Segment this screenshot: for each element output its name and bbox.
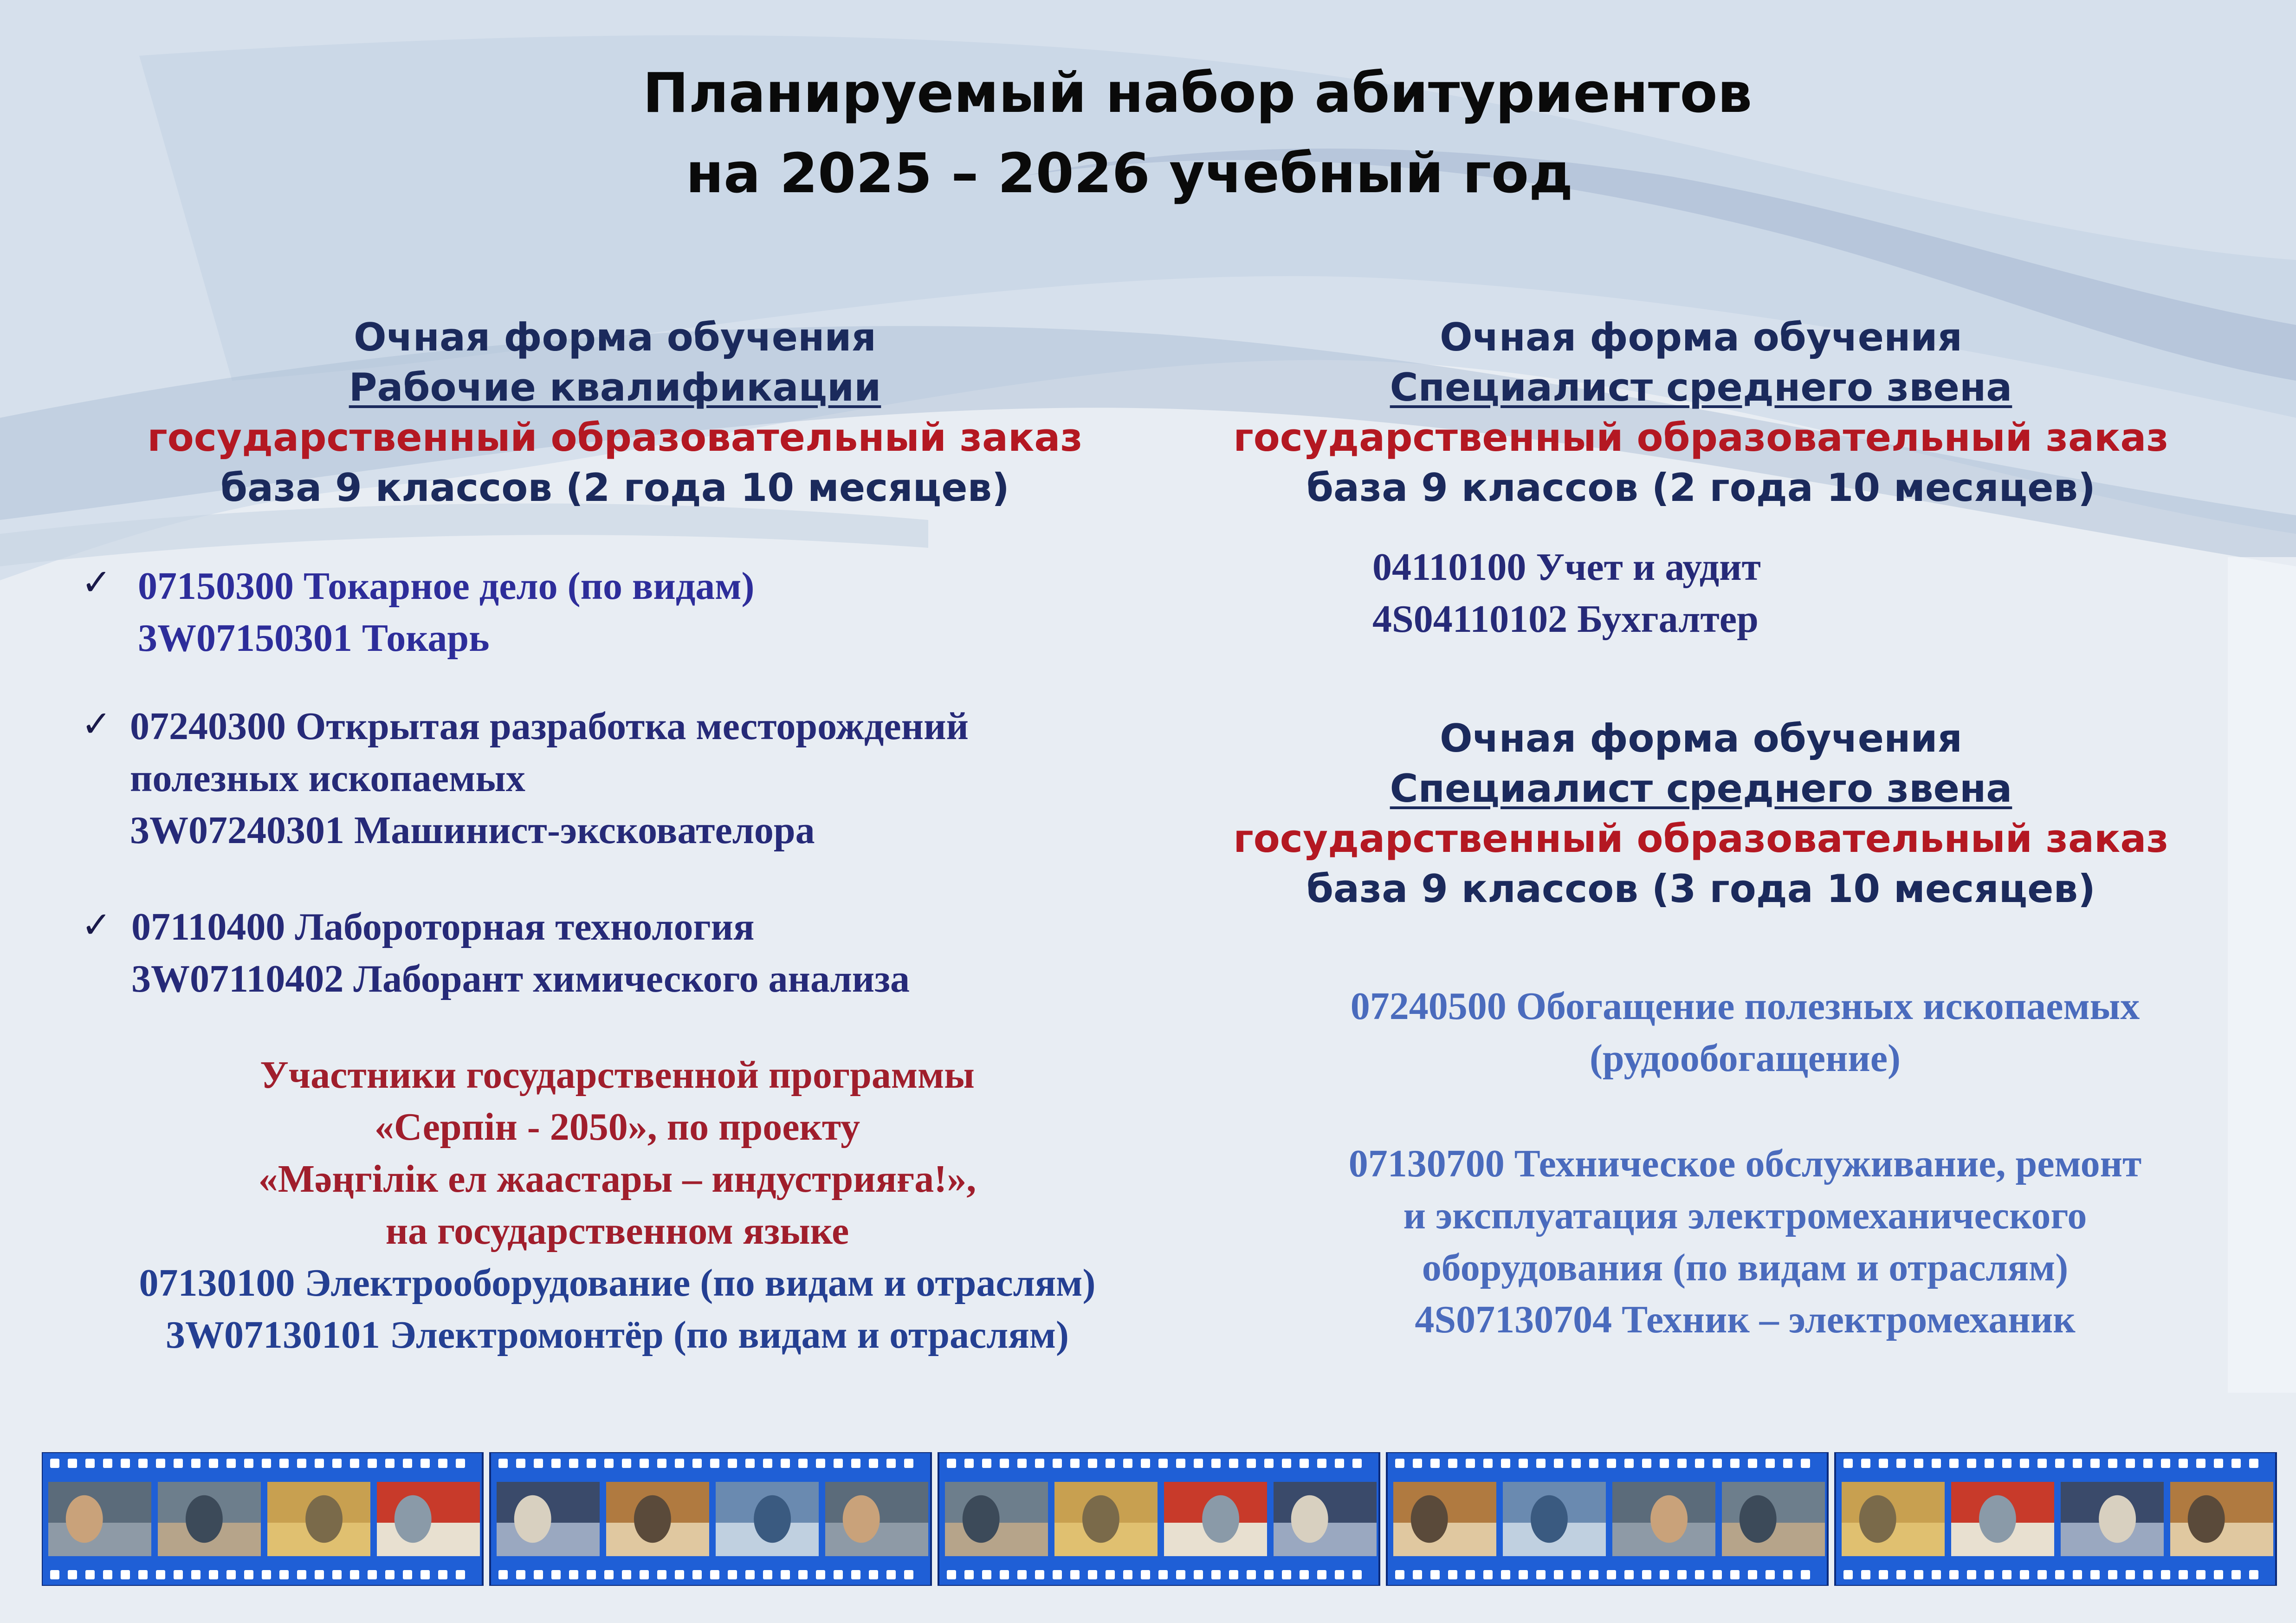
film-perforation — [1861, 1459, 1870, 1468]
film-perforation — [1141, 1459, 1150, 1468]
film-perforation — [692, 1459, 702, 1468]
film-perforation — [1501, 1570, 1510, 1579]
film-perforation — [138, 1459, 148, 1468]
film-perforation — [869, 1570, 878, 1579]
film-perforation — [1896, 1570, 1906, 1579]
program-line-5: 07130100 Электрооборудование (по видам и отраслям) — [139, 1261, 1096, 1305]
film-perforation — [1985, 1459, 1994, 1468]
film-perforation — [657, 1459, 666, 1468]
film-perforation — [438, 1459, 447, 1468]
film-perforation — [640, 1570, 649, 1579]
film-perforation — [834, 1570, 843, 1579]
film-perforation — [1607, 1570, 1616, 1579]
filmstrip-photo — [377, 1482, 480, 1556]
right-header-2-form: Очная форма обучения — [1440, 716, 1962, 761]
film-perforation — [1141, 1570, 1150, 1579]
film-perforation — [50, 1570, 59, 1579]
film-perforation — [456, 1459, 465, 1468]
film-perforation — [534, 1570, 543, 1579]
right-item-1-line-1: 04110100 Учет и аудит — [1372, 545, 1761, 589]
film-perforation — [2073, 1570, 2082, 1579]
film-perforation — [1695, 1570, 1704, 1579]
film-perforation — [174, 1459, 183, 1468]
film-perforation — [332, 1459, 342, 1468]
filmstrip-photo — [48, 1482, 151, 1556]
film-perforation — [947, 1570, 956, 1579]
film-perforation — [1967, 1570, 1976, 1579]
left-item-1-line-1: 07150300 Токарное дело (по видам) — [138, 565, 755, 608]
filmstrip-photo — [267, 1482, 370, 1556]
film-perforation — [587, 1570, 596, 1579]
film-perforation — [1677, 1459, 1687, 1468]
film-perforation — [191, 1570, 200, 1579]
film-perforation — [763, 1570, 772, 1579]
right-item-3-line-4: 4S07130704 Техник – электромеханик — [1415, 1298, 2076, 1341]
film-perforation — [2055, 1459, 2064, 1468]
film-perforation — [604, 1459, 614, 1468]
film-perforation — [1501, 1459, 1510, 1468]
film-perforation — [1713, 1459, 1722, 1468]
film-perforation — [834, 1459, 843, 1468]
film-perforation — [68, 1570, 77, 1579]
film-perforation — [851, 1459, 860, 1468]
film-perforation — [1730, 1570, 1740, 1579]
film-perforation — [1536, 1570, 1546, 1579]
filmstrip-photo — [1274, 1482, 1377, 1556]
film-perforation — [226, 1570, 236, 1579]
film-perforation — [2002, 1459, 2011, 1468]
film-perforation — [262, 1570, 271, 1579]
film-perforation — [886, 1570, 896, 1579]
film-perforation — [1035, 1459, 1044, 1468]
film-perforation — [1264, 1570, 1274, 1579]
program-line-1: Участники государственной программы — [260, 1053, 975, 1097]
film-perforation — [1896, 1459, 1906, 1468]
film-perforation — [456, 1570, 465, 1579]
film-perforation — [2161, 1459, 2170, 1468]
film-perforation — [781, 1570, 790, 1579]
filmstrip-photo — [945, 1482, 1048, 1556]
film-perforation — [904, 1570, 913, 1579]
film-perforation — [2108, 1570, 2117, 1579]
film-perforation — [279, 1459, 289, 1468]
film-perforation — [403, 1459, 412, 1468]
film-perforation — [2249, 1570, 2258, 1579]
right-header-1-form: Очная форма обучения — [1440, 315, 1962, 360]
film-perforation — [2073, 1459, 2082, 1468]
right-item-2-line-2: (рудообогащение) — [1589, 1037, 1901, 1080]
film-perforation — [438, 1570, 447, 1579]
right-item-2-line-1: 07240500 Обогащение полезных ископаемых — [1350, 985, 2140, 1028]
film-perforation — [1413, 1570, 1422, 1579]
filmstrip-photo — [1054, 1482, 1158, 1556]
film-perforation — [2179, 1459, 2188, 1468]
film-perforation — [1624, 1570, 1634, 1579]
film-perforation — [1264, 1459, 1274, 1468]
film-perforation — [1695, 1459, 1704, 1468]
film-perforation — [1519, 1459, 1528, 1468]
left-item-3-line-1: 07110400 Лабороторная технология — [131, 905, 755, 948]
film-perforation — [622, 1570, 631, 1579]
film-perforation — [1176, 1459, 1185, 1468]
filmstrip-photo — [1503, 1482, 1606, 1556]
program-line-2: «Серпін - 2050», по проекту — [374, 1105, 860, 1149]
filmstrip-photo — [825, 1482, 928, 1556]
film-perforation — [798, 1459, 808, 1468]
film-perforation — [2179, 1570, 2188, 1579]
film-perforation — [297, 1459, 306, 1468]
film-perforation — [516, 1570, 525, 1579]
film-perforation — [675, 1570, 684, 1579]
program-line-3: «Мәңгілік ел жаастары – индустрияға!», — [258, 1157, 977, 1201]
film-perforation — [886, 1459, 896, 1468]
film-perforation — [1158, 1570, 1168, 1579]
film-perforation — [1572, 1570, 1581, 1579]
left-item-3-line-2: 3W07110402 Лаборант химического анализа — [131, 957, 910, 1000]
film-perforation — [1053, 1459, 1062, 1468]
film-perforation — [745, 1570, 755, 1579]
film-perforation — [710, 1459, 719, 1468]
film-perforation — [2196, 1459, 2205, 1468]
film-perforation — [1000, 1570, 1009, 1579]
film-perforation — [1211, 1570, 1221, 1579]
film-perforation — [1783, 1459, 1792, 1468]
left-header-qualification: Рабочие квалификации — [349, 365, 881, 410]
film-perforation — [1932, 1459, 1941, 1468]
film-perforation — [156, 1570, 165, 1579]
film-perforation — [332, 1570, 342, 1579]
film-perforation — [798, 1570, 808, 1579]
film-perforation — [816, 1570, 825, 1579]
left-item-2-line-3: 3W07240301 Машинист-экскователора — [130, 809, 815, 852]
film-perforation — [174, 1570, 183, 1579]
film-perforation — [420, 1570, 430, 1579]
film-perforation — [1158, 1459, 1168, 1468]
film-perforation — [710, 1570, 719, 1579]
left-header-order: государственный образовательный заказ — [147, 415, 1083, 460]
film-perforation — [1466, 1570, 1475, 1579]
film-perforation — [191, 1459, 200, 1468]
film-perforation — [1088, 1570, 1097, 1579]
film-perforation — [947, 1459, 956, 1468]
film-perforation — [368, 1459, 377, 1468]
film-perforation — [816, 1459, 825, 1468]
film-perforation — [368, 1570, 377, 1579]
film-perforation — [1430, 1570, 1440, 1579]
film-perforation — [1335, 1570, 1344, 1579]
film-perforation — [2161, 1570, 2170, 1579]
film-perforation — [1572, 1459, 1581, 1468]
right-item-1-line-2: 4S04110102 Бухгалтер — [1372, 597, 1759, 641]
film-perforation — [68, 1459, 77, 1468]
film-perforation — [1106, 1459, 1115, 1468]
film-perforation — [2143, 1459, 2153, 1468]
film-perforation — [1801, 1459, 1810, 1468]
film-perforation — [103, 1570, 112, 1579]
film-perforation — [1053, 1570, 1062, 1579]
film-perforation — [1642, 1459, 1651, 1468]
film-perforation — [728, 1459, 737, 1468]
film-perforation — [1300, 1570, 1309, 1579]
film-perforation — [1448, 1459, 1457, 1468]
film-perforation — [1748, 1570, 1757, 1579]
filmstrip-photo — [158, 1482, 261, 1556]
film-perforation — [763, 1459, 772, 1468]
film-perforation — [2214, 1570, 2223, 1579]
checkmark-icon: ✓ — [81, 562, 112, 604]
film-perforation — [226, 1459, 236, 1468]
film-perforation — [657, 1570, 666, 1579]
film-perforation — [1801, 1570, 1810, 1579]
film-perforation — [904, 1459, 913, 1468]
film-perforation — [244, 1459, 253, 1468]
film-perforation — [1017, 1570, 1027, 1579]
film-perforation — [1466, 1459, 1475, 1468]
film-perforation — [2090, 1459, 2100, 1468]
film-perforation — [1335, 1459, 1344, 1468]
film-perforation — [569, 1570, 578, 1579]
film-perforation — [1395, 1459, 1404, 1468]
film-perforation — [1766, 1459, 1775, 1468]
film-perforation — [1660, 1459, 1669, 1468]
film-perforation — [964, 1459, 974, 1468]
film-perforation — [1211, 1459, 1221, 1468]
film-perforation — [622, 1459, 631, 1468]
checkmark-icon: ✓ — [81, 703, 112, 745]
film-perforation — [1783, 1570, 1792, 1579]
film-perforation — [1589, 1570, 1598, 1579]
film-perforation — [640, 1459, 649, 1468]
filmstrip-photo — [2061, 1482, 2164, 1556]
film-perforation — [1519, 1570, 1528, 1579]
film-perforation — [85, 1570, 95, 1579]
film-perforation — [1282, 1570, 1291, 1579]
film-perforation — [350, 1459, 359, 1468]
film-perforation — [1395, 1570, 1404, 1579]
film-perforation — [1985, 1570, 1994, 1579]
checkmark-icon: ✓ — [81, 904, 112, 946]
film-perforation — [2231, 1570, 2241, 1579]
left-header-base: база 9 классов (2 года 10 месяцев) — [220, 465, 1009, 510]
film-perforation — [85, 1459, 95, 1468]
right-header-2-base: база 9 классов (3 года 10 месяцев) — [1306, 866, 2096, 911]
film-perforation — [2020, 1459, 2029, 1468]
film-perforation — [498, 1570, 508, 1579]
film-perforation — [1843, 1459, 1853, 1468]
film-perforation — [1123, 1570, 1132, 1579]
film-perforation — [1607, 1459, 1616, 1468]
film-perforation — [498, 1459, 508, 1468]
film-perforation — [1194, 1459, 1203, 1468]
right-item-3-line-1: 07130700 Техническое обслуживание, ремонт — [1348, 1142, 2142, 1185]
film-perforation — [516, 1459, 525, 1468]
film-perforation — [2214, 1459, 2223, 1468]
film-perforation — [1932, 1570, 1941, 1579]
film-perforation — [2055, 1570, 2064, 1579]
film-perforation — [1713, 1570, 1722, 1579]
film-perforation — [569, 1459, 578, 1468]
film-perforation — [1300, 1459, 1309, 1468]
right-header-1-qualification: Специалист среднего звена — [1390, 365, 2012, 410]
film-perforation — [1448, 1570, 1457, 1579]
film-perforation — [1949, 1459, 1959, 1468]
film-perforation — [1413, 1459, 1422, 1468]
film-perforation — [551, 1570, 561, 1579]
film-perforation — [1430, 1459, 1440, 1468]
film-perforation — [587, 1459, 596, 1468]
film-perforation — [1106, 1570, 1115, 1579]
film-perforation — [1317, 1459, 1326, 1468]
film-perforation — [1035, 1570, 1044, 1579]
left-header-form: Очная форма обучения — [354, 315, 876, 360]
film-perforation — [1861, 1570, 1870, 1579]
film-perforation — [1766, 1570, 1775, 1579]
photo-filmstrip — [42, 1452, 2288, 1586]
film-perforation — [209, 1459, 218, 1468]
film-perforation — [2037, 1459, 2047, 1468]
right-header-2-qualification: Специалист среднего звена — [1390, 766, 2012, 811]
film-perforation — [1748, 1459, 1757, 1468]
film-perforation — [1282, 1459, 1291, 1468]
film-perforation — [1677, 1570, 1687, 1579]
film-perforation — [2126, 1570, 2135, 1579]
film-perforation — [403, 1570, 412, 1579]
film-perforation — [1317, 1570, 1326, 1579]
filmstrip-photo — [2170, 1482, 2273, 1556]
film-perforation — [121, 1459, 130, 1468]
left-item-1-line-2: 3W07150301 Токарь — [138, 617, 490, 660]
film-perforation — [1070, 1570, 1080, 1579]
filmstrip-photo — [1951, 1482, 2054, 1556]
filmstrip-photo — [497, 1482, 600, 1556]
filmstrip-photo — [1612, 1482, 1715, 1556]
film-perforation — [745, 1459, 755, 1468]
film-perforation — [1843, 1570, 1853, 1579]
film-perforation — [1070, 1459, 1080, 1468]
film-perforation — [385, 1570, 395, 1579]
page-title-line-2: на 2025 – 2026 учебный год — [686, 141, 1573, 205]
right-header-2-order: государственный образовательный заказ — [1233, 816, 2169, 861]
film-perforation — [534, 1459, 543, 1468]
film-perforation — [1660, 1570, 1669, 1579]
left-item-2-line-2: полезных ископаемых — [130, 757, 525, 800]
film-perforation — [982, 1459, 991, 1468]
left-item-2-line-1: 07240300 Открытая разработка месторождений — [130, 705, 969, 748]
film-perforation — [209, 1570, 218, 1579]
film-perforation — [279, 1570, 289, 1579]
film-perforation — [244, 1570, 253, 1579]
film-perforation — [315, 1459, 324, 1468]
right-item-3-line-3: оборудования (по видам и отраслям) — [1422, 1246, 2069, 1289]
film-perforation — [1352, 1459, 1362, 1468]
film-perforation — [982, 1570, 991, 1579]
right-header-1-order: государственный образовательный заказ — [1233, 415, 2169, 460]
film-perforation — [121, 1570, 130, 1579]
film-perforation — [2231, 1459, 2241, 1468]
right-item-3-line-2: и эксплуатация электромеханического — [1403, 1194, 2087, 1237]
film-perforation — [964, 1570, 974, 1579]
film-perforation — [2143, 1570, 2153, 1579]
film-perforation — [551, 1459, 561, 1468]
film-perforation — [2090, 1570, 2100, 1579]
film-perforation — [1000, 1459, 1009, 1468]
film-perforation — [315, 1570, 324, 1579]
filmstrip-photo — [606, 1482, 709, 1556]
film-perforation — [851, 1570, 860, 1579]
film-perforation — [1589, 1459, 1598, 1468]
film-perforation — [2196, 1570, 2205, 1579]
film-perforation — [2020, 1570, 2029, 1579]
film-perforation — [869, 1459, 878, 1468]
film-perforation — [1554, 1459, 1563, 1468]
film-perforation — [1879, 1459, 1888, 1468]
film-perforation — [1176, 1570, 1185, 1579]
film-perforation — [1730, 1459, 1740, 1468]
film-perforation — [1879, 1570, 1888, 1579]
film-perforation — [1624, 1459, 1634, 1468]
film-perforation — [1483, 1570, 1493, 1579]
film-perforation — [604, 1570, 614, 1579]
film-perforation — [50, 1459, 59, 1468]
right-header-1-base: база 9 классов (2 года 10 месяцев) — [1306, 465, 2096, 510]
film-perforation — [103, 1459, 112, 1468]
film-perforation — [1194, 1570, 1203, 1579]
film-perforation — [138, 1570, 148, 1579]
film-perforation — [1229, 1570, 1238, 1579]
film-perforation — [2108, 1459, 2117, 1468]
film-perforation — [1229, 1459, 1238, 1468]
filmstrip-photo — [1164, 1482, 1267, 1556]
film-perforation — [1247, 1570, 1256, 1579]
film-perforation — [2249, 1459, 2258, 1468]
film-perforation — [1967, 1459, 1976, 1468]
film-perforation — [1949, 1570, 1959, 1579]
program-line-4: на государственном языке — [385, 1209, 849, 1253]
film-perforation — [1123, 1459, 1132, 1468]
filmstrip-photo — [716, 1482, 819, 1556]
film-perforation — [1554, 1570, 1563, 1579]
film-perforation — [1247, 1459, 1256, 1468]
film-perforation — [262, 1459, 271, 1468]
film-perforation — [1914, 1570, 1923, 1579]
film-perforation — [781, 1459, 790, 1468]
film-perforation — [385, 1459, 395, 1468]
film-perforation — [420, 1459, 430, 1468]
film-perforation — [1914, 1459, 1923, 1468]
film-perforation — [1017, 1459, 1027, 1468]
film-perforation — [728, 1570, 737, 1579]
film-perforation — [2037, 1570, 2047, 1579]
film-perforation — [350, 1570, 359, 1579]
program-line-6: 3W07130101 Электромонтёр (по видам и отраслям) — [165, 1313, 1069, 1357]
film-perforation — [1642, 1570, 1651, 1579]
film-perforation — [1536, 1459, 1546, 1468]
page-title-line-1: Планируемый набор абитуриентов — [642, 61, 1753, 125]
film-perforation — [692, 1570, 702, 1579]
film-perforation — [297, 1570, 306, 1579]
film-perforation — [675, 1459, 684, 1468]
filmstrip-photo — [1842, 1482, 1945, 1556]
film-perforation — [1352, 1570, 1362, 1579]
film-perforation — [2002, 1570, 2011, 1579]
film-perforation — [1088, 1459, 1097, 1468]
film-perforation — [1483, 1459, 1493, 1468]
film-perforation — [156, 1459, 165, 1468]
filmstrip-photo — [1722, 1482, 1825, 1556]
filmstrip-photo — [1393, 1482, 1496, 1556]
film-perforation — [2126, 1459, 2135, 1468]
